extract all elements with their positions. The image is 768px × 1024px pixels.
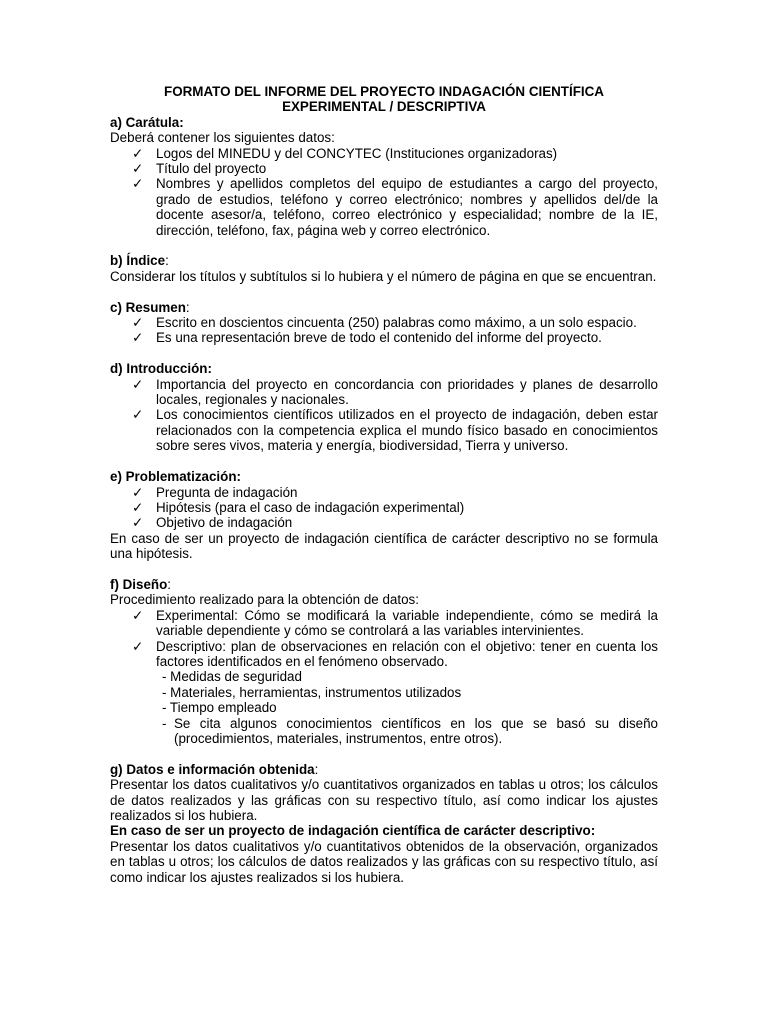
section-f-heading: f) Diseño (110, 576, 168, 592)
section-b-heading-line (110, 253, 658, 268)
section-e-list (110, 485, 658, 531)
section-g (110, 762, 658, 885)
section-f (110, 577, 658, 746)
document-title (110, 84, 658, 115)
check-icon: ✓ (132, 607, 144, 623)
dash-marker: - (162, 715, 167, 731)
list-item (110, 146, 658, 161)
list-item-text: Descriptivo: plan de observaciones en relación con el objetivo: tener en cuenta los factores identificados en el fenómeno observado. (156, 638, 658, 669)
list-item (110, 176, 658, 238)
list-item (110, 315, 658, 330)
section-g-text: Presentar los datos cualitativos y/o cuantitativos organizados en tablas u otros; los cálculos de datos realizados y las gráficas con su respectivo título, así como indicar los ajustes realizados si los hubiera. (110, 777, 658, 823)
list-item (110, 608, 658, 639)
check-icon: ✓ (132, 515, 144, 531)
heading-colon: : (165, 253, 169, 269)
check-icon: ✓ (132, 176, 144, 192)
section-c-list (110, 315, 658, 346)
section-g-heading-line (110, 762, 658, 777)
section-b-heading: b) Índice (110, 253, 166, 269)
list-item-text: Hipótesis (para el caso de indagación experimental) (156, 499, 465, 515)
check-icon: ✓ (132, 638, 144, 654)
heading-colon: : (185, 299, 190, 315)
sub-list-item (110, 716, 658, 747)
heading-colon: : (314, 761, 319, 777)
sub-list-item: - Materiales, herramientas, instrumentos utilizados (162, 684, 462, 700)
check-icon: ✓ (132, 484, 144, 500)
list-item-text: Escrito en doscientos cincuenta (250) palabras como máximo, a un solo espacio. (156, 315, 637, 331)
check-icon: ✓ (132, 499, 144, 515)
list-item (110, 161, 658, 176)
check-icon: ✓ (132, 161, 144, 177)
list-item (110, 377, 658, 408)
section-e-heading: e) Problematización: (110, 469, 241, 485)
list-item-text: Experimental: Cómo se modificará la variable independiente, cómo se medirá la variable dependiente y cómo se controlará a las variables intervinientes. (156, 607, 658, 639)
section-e (110, 469, 658, 561)
title-line-2: EXPERIMENTAL / DESCRIPTIVA (282, 99, 486, 115)
list-item-text: Importancia del proyecto en concordancia con prioridades y planes de desarrollo locales, regionales y nacionales. (156, 376, 658, 408)
list-item (110, 485, 658, 500)
list-item (110, 639, 658, 670)
section-c-heading-line (110, 300, 658, 315)
section-c (110, 300, 658, 346)
list-item (110, 407, 658, 453)
section-d (110, 361, 658, 453)
check-icon: ✓ (132, 407, 144, 423)
section-g-subheading: En caso de ser un proyecto de indagación científica de carácter descriptivo: (110, 823, 596, 839)
section-f-intro: Procedimiento realizado para la obtención de datos: (110, 592, 419, 608)
list-item-text: Los conocimientos científicos utilizados en el proyecto de indagación, deben estar relacionados con la competencia explica el mundo físico basado en conocimientos sobre seres vivos, materia y energía, biodiversidad, Tierra y universo. (156, 407, 658, 454)
section-d-list (110, 377, 658, 454)
section-g-text-2: Presentar los datos cualitativos y/o cuantitativos obtenidos de la observación, organizados en tablas u otros; los cálculos de datos realizados y las gráficas con su respectivo título, así como indicar los ajustes realizados si los hubiera. (110, 838, 658, 885)
check-icon: ✓ (132, 330, 144, 346)
list-item-text: Logos del MINEDU y del CONCYTEC (Instituciones organizadoras) (156, 145, 558, 161)
section-f-heading-line (110, 577, 658, 592)
section-b-text: Considerar los títulos y subtítulos si lo hubiera y el número de página en que se encuentran. (110, 268, 657, 284)
list-item-text: Objetivo de indagación (156, 515, 293, 531)
sub-list-item-text: Se cita algunos conocimientos científicos en los que se basó su diseño (procedimientos, materiales, instrumentos, entre otros). (174, 715, 658, 746)
section-a (110, 115, 658, 238)
sub-list-item: - Tiempo empleado (162, 700, 277, 716)
list-item (110, 500, 658, 515)
list-item (110, 515, 658, 530)
section-a-intro: Deberá contener los siguientes datos: (110, 130, 335, 146)
section-b (110, 253, 658, 284)
section-e-note: En caso de ser un proyecto de indagación científica de carácter descriptivo no se formula una hipótesis. (110, 530, 658, 562)
section-d-heading: d) Introducción: (110, 361, 212, 377)
list-item (110, 330, 658, 345)
section-a-list (110, 146, 658, 238)
list-item-text: Pregunta de indagación (156, 484, 298, 500)
list-item-text: Nombres y apellidos completos del equipo de estudiantes a cargo del proyecto, grado de estudios, teléfono y correo electrónico; nombres y apellidos del/de la docente asesor/a, teléfono, correo electrónico y especialidad; nombre de la IE, dirección, teléfono, fax, página web y correo electrónico. (156, 176, 658, 238)
heading-colon: : (167, 576, 172, 592)
section-g-heading: g) Datos e información obtenida (110, 761, 315, 777)
section-c-heading: c) Resumen (110, 299, 186, 315)
check-icon: ✓ (132, 376, 144, 392)
list-item-text: Título del proyecto (156, 161, 267, 177)
list-item-text: Es una representación breve de todo el contenido del informe del proyecto. (156, 330, 602, 346)
document-page (110, 84, 658, 885)
section-f-list (110, 608, 658, 670)
title-line-1: FORMATO DEL INFORME DEL PROYECTO INDAGACIÓN CIENTÍFICA (164, 84, 604, 99)
section-a-heading: a) Carátula: (110, 114, 184, 130)
check-icon: ✓ (132, 315, 144, 331)
check-icon: ✓ (132, 145, 144, 161)
sub-list-item: - Medidas de seguridad (162, 669, 302, 685)
